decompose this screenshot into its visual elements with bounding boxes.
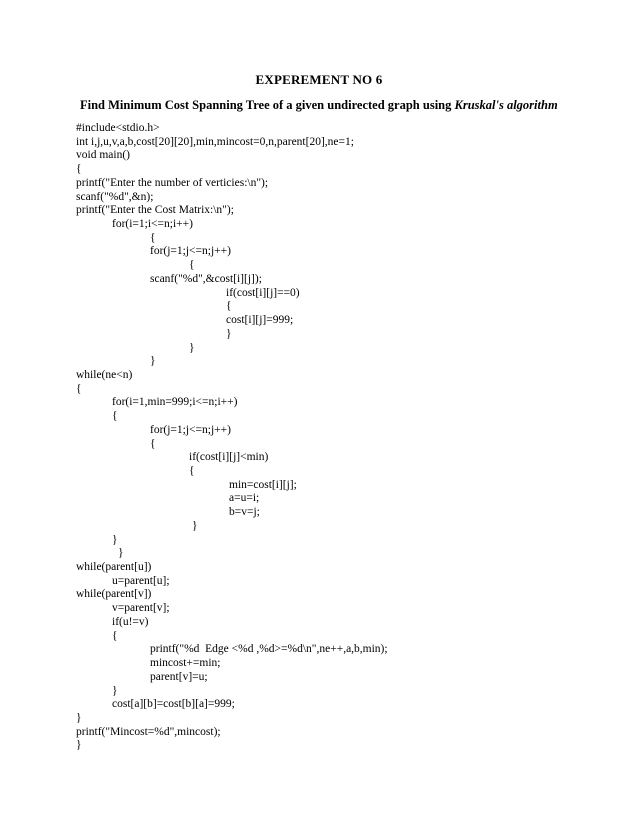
code-line: cost[i][j]=999; — [226, 314, 294, 327]
code-line: parent[v]=u; — [150, 670, 208, 683]
code-line: if(cost[i][j]==0) — [226, 286, 300, 299]
code-line: #include<stdio.h> — [76, 122, 160, 134]
code-line: int i,j,u,v,a,b,cost[20][20],min,mincost=0,n,parent[20],ne=1; — [76, 135, 354, 148]
code-line: for(i=1,min=999;i<=n;i++) — [112, 396, 238, 409]
code-line: { — [76, 382, 82, 395]
code-line: for(j=1;j<=n;j++) — [150, 245, 231, 258]
code-line: } — [112, 533, 118, 546]
code-line: a=u=i; — [229, 492, 260, 505]
code-line: printf("Enter the number of verticies:\n"); — [76, 176, 269, 189]
code-line: while(parent[v]) — [76, 588, 152, 601]
code-line: if(cost[i][j]<min) — [189, 451, 269, 464]
code-line: while(parent[u]) — [76, 561, 152, 574]
code-line: } — [192, 519, 198, 532]
code-line: cost[a][b]=cost[b][a]=999; — [112, 698, 235, 711]
code-line: printf("Mincost=%d",mincost); — [76, 725, 221, 738]
code-line: } — [150, 355, 156, 368]
code-line: u=parent[u]; — [112, 574, 170, 587]
code-line: } — [118, 547, 124, 560]
code-line: for(j=1;j<=n;j++) — [150, 423, 231, 436]
subtitle-emphasis: Kruskal's algorithm — [454, 98, 558, 112]
code-line: } — [76, 739, 82, 752]
code-line: printf("Enter the Cost Matrix:\n"); — [76, 204, 234, 217]
code-line: { — [226, 300, 232, 313]
code-line: { — [76, 163, 82, 176]
code-line: void main() — [76, 149, 130, 162]
code-line: { — [112, 410, 118, 423]
code-line: { — [150, 231, 156, 244]
code-line: } — [226, 327, 232, 340]
code-line: } — [189, 341, 195, 354]
code-line: { — [189, 465, 195, 477]
code-line: b=v=j; — [229, 506, 260, 519]
code-line: mincost+=min; — [150, 657, 221, 670]
code-line: } — [76, 711, 82, 724]
code-line: scanf("%d",&cost[i][j]); — [150, 272, 262, 285]
code-line: scanf("%d",&n); — [76, 190, 154, 203]
code-line: if(u!=v) — [112, 615, 149, 628]
code-line: printf("%d Edge <%d ,%d>=%d\n",ne++,a,b,min); — [150, 643, 388, 656]
code-line: { — [150, 437, 156, 450]
code-line: v=parent[v]; — [112, 602, 170, 615]
code-line: min=cost[i][j]; — [229, 478, 297, 491]
code-line: } — [112, 684, 118, 697]
subtitle-text: Find Minimum Cost Spanning Tree of a given undirected graph using — [80, 98, 455, 112]
code-line: { — [112, 629, 118, 642]
page-title: EXPEREMENT NO 6 — [255, 72, 383, 87]
code-line: { — [189, 259, 195, 272]
code-line: for(i=1;i<=n;i++) — [112, 218, 193, 231]
code-line: while(ne<n) — [76, 368, 133, 381]
